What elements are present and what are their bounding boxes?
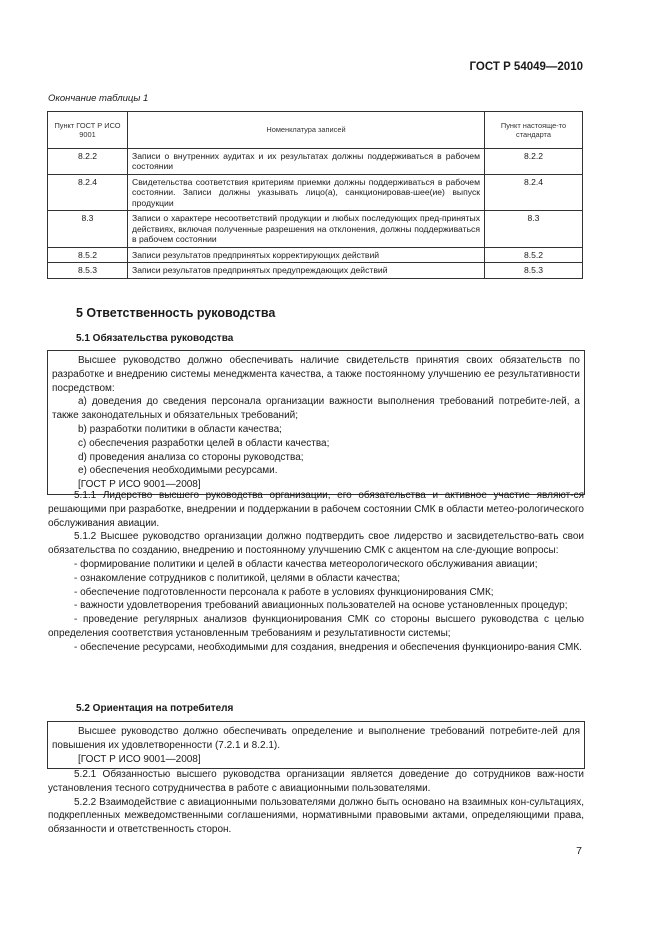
table-row bbox=[48, 211, 583, 247]
quote-item-b: b) разработки политики в области качества; bbox=[78, 423, 282, 435]
subsection-5-2-title: 5.2 Ориентация на потребителя bbox=[76, 703, 234, 714]
table-cell-record: Записи о внутренних аудитах и их результатах должны поддерживаться в рабочем состоянии bbox=[128, 149, 485, 175]
quote-reference: [ГОСТ Р ИСО 9001—2008] bbox=[78, 479, 201, 491]
table-cell-record: Свидетельства соответствия критериям приемки должны поддерживаться в рабочем состоянии. Записи должны указывать лицо(а), санкционировав-шее(ие) выпуск продукции bbox=[128, 174, 485, 210]
section-5-2-body bbox=[48, 768, 584, 837]
table-cell-clause: 8.5.3 bbox=[48, 263, 128, 278]
quote-reference: [ГОСТ Р ИСО 9001—2008] bbox=[78, 753, 201, 765]
table-cell-record: Записи результатов предпринятых предупреждающих действий bbox=[128, 263, 485, 278]
table-row bbox=[48, 247, 583, 262]
quote-item-c: с) обеспечения разработки целей в области качества; bbox=[78, 437, 330, 449]
quote-box-iso-5-1 bbox=[47, 350, 585, 495]
quote-intro: Высшее руководство должно обеспечивать наличие свидетельств принятия своих обязательств по разработке и внедрению системы менеджмента качества, а также постоянному улучшению ее результативности посредством: bbox=[52, 355, 580, 394]
records-table bbox=[47, 111, 583, 279]
col-header-records: Номенклатура записей bbox=[128, 112, 485, 149]
quote-text: Высшее руководство должно обеспечивать определение и выполнение требований потребите-лей для повышения их удовлетворенности (7.2.1 и 8.2.1). bbox=[52, 726, 580, 751]
list-item: - проведение регулярных анализов функционирования СМК со стороны высшего руководства с целью определения соответствия установленным требованиям и результативности системы; bbox=[48, 614, 584, 639]
table-cell-clause: 8.2.2 bbox=[48, 149, 128, 175]
section-5-1-body bbox=[48, 489, 584, 655]
table-cell-ref: 8.5.3 bbox=[485, 263, 583, 278]
paragraph-5-2-2: 5.2.2 Взаимодействие с авиационными пользователями должно быть основано на взаимных кон-сультациях, подкрепленных межведомственными соглашениями, нормативными правовыми актами, определяющими права, обязанности и ответственность сторон. bbox=[48, 796, 584, 836]
table-cell-ref: 8.5.2 bbox=[485, 247, 583, 262]
list-item: - обеспечение ресурсами, необходимыми для создания, внедрения и обеспечения функциониро-вания СМК. bbox=[74, 641, 582, 653]
table-row bbox=[48, 149, 583, 175]
paragraph-5-1-1: 5.1.1 Лидерство высшего руководства организации, его обязательства и активное участие являют-ся решающими при разработке, внедрении и поддержании в рабочем состоянии СМК в области метео-рологического обслуживания авиации. bbox=[48, 490, 584, 529]
document-header: ГОСТ Р 54049—2010 bbox=[469, 61, 583, 73]
paragraph-5-1-2: 5.1.2 Высшее руководство организации должно подтвердить свое лидерство и засвидетельство-вать свои обязательства по созданию, внедрению и постоянному улучшению СМК с акцентом на сле-дующие вопросы: bbox=[48, 531, 584, 557]
paragraph-5-2-1: 5.2.1 Обязанностью высшего руководства организации является доведение до сотрудников важ-ности установления тесного сотрудничества в работе с авиационными пользователями. bbox=[48, 769, 584, 794]
table-cell-record: Записи о характере несоответствий продукции и любых последующих пред-принятых действиях, включая полученные разрешения на отклонения, должны поддерживаться в рабочем состоянии bbox=[128, 211, 485, 247]
page-number: 7 bbox=[576, 845, 582, 857]
quote-item-d: d) проведения анализа со стороны руководства; bbox=[78, 451, 304, 463]
col-header-standard-clause: Пункт настояще-то стандарта bbox=[485, 112, 583, 149]
table-cell-clause: 8.3 bbox=[48, 211, 128, 247]
table-header-row bbox=[48, 112, 583, 149]
list-item: - ознакомление сотрудников с политикой, целями в области качества; bbox=[74, 572, 400, 584]
list-item: - обеспечение подготовленности персонала к работе в условиях функционирования СМК; bbox=[74, 586, 494, 598]
table-row bbox=[48, 174, 583, 210]
col-header-gost-clause: Пункт ГОСТ Р ИСО 9001 bbox=[48, 112, 128, 149]
list-item: - важности удовлетворения требований авиационных пользователей на основе установленных процедур; bbox=[74, 600, 568, 612]
table-cell-clause: 8.5.2 bbox=[48, 247, 128, 262]
table-cell-clause: 8.2.4 bbox=[48, 174, 128, 210]
table-row bbox=[48, 263, 583, 278]
table-cell-ref: 8.2.2 bbox=[485, 149, 583, 175]
table-cell-ref: 8.3 bbox=[485, 211, 583, 247]
section-5-title: 5 Ответственность руководства bbox=[76, 306, 276, 320]
list-item: - формирование политики и целей в области качества метеорологического обслуживания авиации; bbox=[74, 558, 538, 570]
quote-item-e: е) обеспечения необходимыми ресурсами. bbox=[78, 465, 278, 477]
table-caption: Окончание таблицы 1 bbox=[48, 93, 149, 104]
subsection-5-1-title: 5.1 Обязательства руководства bbox=[76, 333, 234, 344]
quote-box-iso-5-2 bbox=[47, 721, 585, 769]
quote-item-a: а) доведения до сведения персонала организации важности выполнения требований потребите-лей, а также законодательных и обязательных требований; bbox=[52, 396, 580, 422]
table-cell-record: Записи результатов предпринятых корректирующих действий bbox=[128, 247, 485, 262]
table-cell-ref: 8.2.4 bbox=[485, 174, 583, 210]
